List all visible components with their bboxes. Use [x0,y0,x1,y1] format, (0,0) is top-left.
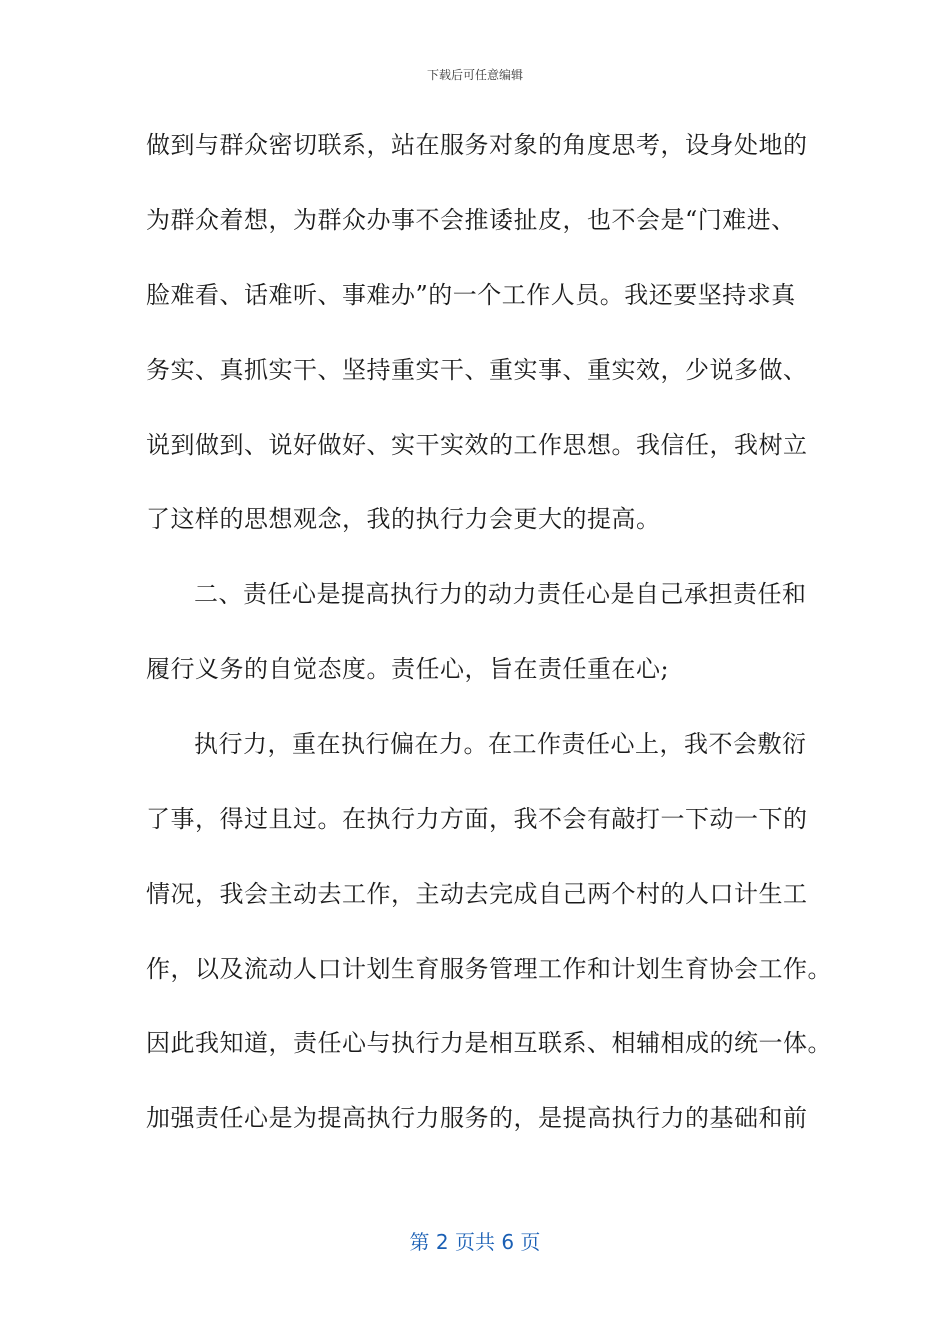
body-line-8: 履行义务的自觉态度。责任心，旨在责任重在心; [146,655,670,683]
body-line-10: 了事，得过且过。在执行力方面，我不会有敲打一下动一下的 [146,805,808,833]
body-line-13: 因此我知道，责任心与执行力是相互联系、相辅相成的统一体。 [146,1029,832,1057]
body-line-2: 为群众着想，为群众办事不会推诿扯皮，也不会是“门难进、 [146,206,796,234]
body-line-3: 脸难看、话难听、事难办”的一个工作人员。我还要坚持求真 [146,281,796,309]
body-line-11: 情况，我会主动去工作，主动去完成自己两个村的人口计生工 [146,880,808,908]
body-line-1: 做到与群众密切联系，站在服务对象的角度思考，设身处地的 [146,131,808,159]
body-line-12: 作，以及流动人口计划生育服务管理工作和计划生育协会工作。 [146,955,832,983]
body-line-6: 了这样的思想观念，我的执行力会更大的提高。 [146,505,661,533]
page-number-footer: 第 2 页共 6 页 [409,1230,541,1254]
body-line-7: 二、责任心是提高执行力的动力责任心是自己承担责任和 [194,580,807,608]
body-line-14: 加强责任心是为提高执行力服务的，是提高执行力的基础和前 [146,1104,808,1132]
header-note: 下载后可任意编辑 [426,68,523,82]
body-line-4: 务实、真抓实干、坚持重实干、重实事、重实效，少说多做、 [146,356,808,384]
body-line-5: 说到做到、说好做好、实干实效的工作思想。我信任，我树立 [146,431,808,459]
body-line-9: 执行力，重在执行偏在力。在工作责任心上，我不会敷衍 [194,730,807,758]
